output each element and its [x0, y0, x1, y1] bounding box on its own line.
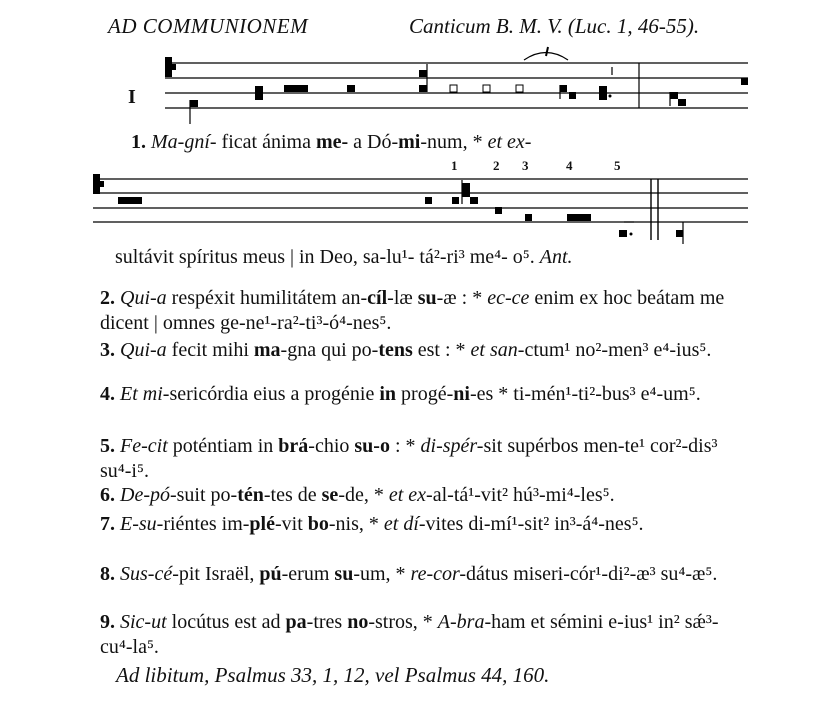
verse-intonation: Sic-ut: [120, 611, 167, 633]
verse-3: [100, 338, 750, 363]
verse-accent: 7.: [100, 513, 115, 535]
verse-text: -um, *: [353, 563, 411, 585]
verse-text: -gna qui po-: [280, 339, 379, 361]
lyric-line-1: [131, 131, 531, 154]
verse-intonation: et san-: [470, 339, 525, 361]
verse-intonation: et dí-: [383, 513, 426, 535]
verse-intonation: et ex-: [388, 484, 433, 506]
verse-text: vites di-mí¹-sit² in³-á⁴-nes⁵.: [425, 513, 644, 535]
cadence-figure: 3: [522, 158, 529, 173]
verse-intonation: De-pó-: [120, 484, 177, 506]
verse-accent: 2.: [100, 287, 115, 309]
verse-intonation: E-su-: [120, 513, 164, 535]
verse-text: dátus miseri-cór¹-di²-æ³ su⁴-æ⁵.: [466, 563, 718, 585]
verse-accent: su-o: [354, 435, 390, 457]
verse-accent: 4.: [100, 383, 115, 405]
verse-text: -nis, *: [328, 513, 384, 535]
verse-accent: su: [417, 287, 437, 309]
verse-text: -stros, *: [368, 611, 438, 633]
verse-4: [100, 382, 750, 407]
lyric-text: sultávit spíritus meus | in Deo, sa-lu¹- tá²-ri³ me⁴- o⁵.: [115, 246, 540, 268]
verse-text: -de, *: [338, 484, 389, 506]
verse-text: sericórdia eius a progénie: [169, 383, 380, 405]
cadence-figure: 1: [451, 158, 458, 173]
mode-number: I: [128, 86, 136, 108]
verse-accent: ni: [453, 383, 470, 405]
cadence-figure: 5: [614, 158, 621, 173]
verse-number: 1.: [131, 131, 146, 153]
verse-accent: ma: [253, 339, 281, 361]
verse-accent: tens: [378, 339, 413, 361]
verse-text: al-tá¹-vit² hú³-mi⁴-les⁵.: [432, 484, 615, 506]
lyric-accent: me-: [315, 131, 349, 153]
footer-note: Ad libitum, Psalmus 33, 1, 12, vel Psalmus 44, 160.: [116, 663, 550, 687]
verse-5: [100, 434, 750, 484]
verse-text: -læ: [387, 287, 418, 309]
verse-text: sit supérbos men-te¹ cor²-dis³ su⁴-i⁵.: [100, 435, 718, 482]
verse-text: ctum¹ no²-men³ e⁴-ius⁵.: [524, 339, 712, 361]
verse-intonation: Qui-a: [120, 339, 167, 361]
verse-text: fecit mihi: [166, 339, 254, 361]
verse-text: est : *: [412, 339, 471, 361]
verse-accent: plé: [249, 513, 275, 535]
antiphon-marker: Ant.: [539, 246, 573, 268]
verse-2: [100, 286, 750, 336]
verse-text: locútus est ad: [166, 611, 286, 633]
cadence-figure: 4: [566, 158, 573, 173]
page-header-reference: Canticum B. M. V. (Luc. 1, 46-55).: [409, 14, 700, 38]
verse-text: suit po-: [176, 484, 238, 506]
cadence-figure: 2: [493, 158, 500, 173]
verse-7: [100, 512, 750, 537]
lyric-text: ficat ánima: [216, 131, 316, 153]
verse-intonation: re-cor-: [410, 563, 467, 585]
verse-text: -vit: [274, 513, 308, 535]
verse-accent: bo: [307, 513, 329, 535]
verse-text: -erum: [281, 563, 335, 585]
verse-accent: 8.: [100, 563, 115, 585]
verse-text: -chio: [308, 435, 355, 457]
verse-accent: 9.: [100, 611, 115, 633]
lyric-preparation: ex-: [502, 131, 532, 153]
verse-accent: 5.: [100, 435, 115, 457]
verse-text: enim ex hoc beátam me dicent | omnes ge-ne¹-ra²-ti³-ó⁴-nes⁵.: [100, 287, 725, 334]
lyric-accent: mi: [398, 131, 421, 153]
verse-accent: 3.: [100, 339, 115, 361]
verse-text: -tres: [306, 611, 348, 633]
verse-text: respéxit humilitátem an-: [166, 287, 368, 309]
lyric-intonation: Ma-gní-: [151, 131, 217, 153]
verse-intonation: Fe-cit: [120, 435, 168, 457]
verse-text: : *: [389, 435, 421, 457]
lyric-preparation: et: [487, 131, 503, 153]
verse-intonation: Sus-cé-: [120, 563, 179, 585]
verse-accent: se: [321, 484, 339, 506]
verse-8: [100, 562, 750, 587]
staff-2-neumes: [118, 179, 683, 244]
verse-intonation: di-spér-: [420, 435, 484, 457]
lyric-text: a Dó-: [348, 131, 399, 153]
verse-accent: pa: [285, 611, 307, 633]
verse-text: ham et sémini e-ius¹ in² sǽ³-cu⁴-la⁵.: [100, 611, 719, 658]
verse-accent: su: [334, 563, 354, 585]
verse-text: riéntes im-: [163, 513, 250, 535]
verse-accent: cíl: [367, 287, 388, 309]
staff-1-clef: [165, 57, 176, 77]
verse-6: [100, 483, 750, 508]
staff-2: [93, 179, 748, 222]
verse-accent: brá: [278, 435, 309, 457]
lyric-text: -num, *: [420, 131, 488, 153]
lyric-line-2: [115, 246, 573, 269]
verse-accent: no: [347, 611, 369, 633]
verse-accent: pú: [259, 563, 282, 585]
verse-9: [100, 610, 750, 660]
verse-accent: in: [379, 383, 397, 405]
verse-intonation: Et mi-: [120, 383, 170, 405]
verse-text: pit Israël,: [178, 563, 260, 585]
verse-text: -æ : *: [436, 287, 488, 309]
page-header-title: AD COMMUNIONEM: [108, 14, 309, 38]
verse-text: progé-: [396, 383, 454, 405]
verse-accent: tén: [237, 484, 264, 506]
verse-intonation: ec-ce: [487, 287, 530, 309]
verse-text: poténtiam in: [167, 435, 279, 457]
verse-text: -tes de: [263, 484, 322, 506]
verse-intonation: Qui-a: [120, 287, 167, 309]
verse-intonation: A-bra-: [437, 611, 492, 633]
verse-text: -es * ti-mén¹-ti²-bus³ e⁴-um⁵.: [469, 383, 701, 405]
verse-accent: 6.: [100, 484, 115, 506]
staff-2-clef: [93, 174, 104, 194]
